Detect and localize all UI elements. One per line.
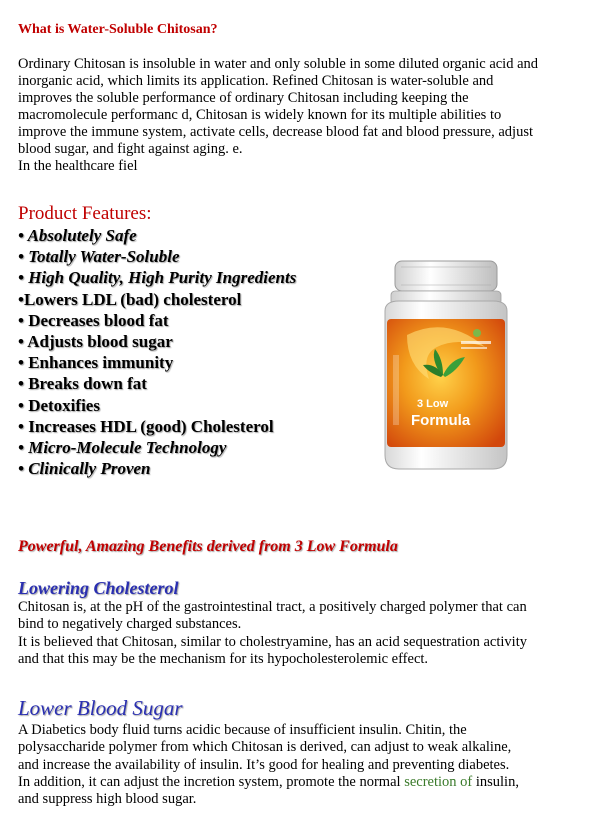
blood-sugar-line4-a: In addition, it can adjust the incretion system, promote the normal [18, 773, 405, 790]
features-list [18, 225, 296, 479]
cholesterol-line: bind to negatively charged substances. [18, 616, 242, 633]
feature-item: • Clinically Proven [18, 459, 151, 479]
intro-line: improve the immune system, activate cells, decrease blood fat and blood pressure, adjust [18, 124, 533, 140]
feature-item: • Enhances immunity [18, 353, 174, 373]
blood-sugar-line4-c: insulin, [472, 773, 519, 790]
cholesterol-line: and that this may be the mechanism for its hypocholesterolemic effect. [18, 650, 429, 667]
intro-line: macromolecule performanc d, Chitosan is widely known for its multiple abilities to [18, 107, 502, 123]
feature-item: • High Quality, High Purity Ingredients [18, 268, 297, 288]
feature-item: • Absolutely Safe [18, 226, 137, 245]
blood-sugar-line: and suppress high blood sugar. [18, 791, 197, 808]
bottle-label-line1: 3 Low [417, 398, 449, 410]
bottle-label-line2: Formula [411, 412, 471, 429]
lowering-cholesterol-title: Lowering Cholesterol [18, 578, 179, 598]
feature-item: • Decreases blood fat [18, 310, 169, 330]
blood-sugar-line: and increase the availability of insulin. It’s good for healing and preventing diabetes. [18, 756, 510, 773]
blood-sugar-line [18, 774, 590, 791]
blood-sugar-line: polysaccharide polymer from which Chitosan is derived, can adjust to weak alkaline, [18, 739, 512, 756]
feature-item: • Breaks down fat [18, 374, 147, 394]
product-features-title: Product Features: [18, 203, 152, 224]
benefits-heading: Powerful, Amazing Benefits derived from 3 Low Formula [18, 538, 398, 555]
intro-line: improves the soluble performance of ordinary Chitosan including keeping the [18, 90, 469, 106]
feature-item: • Detoxifies [18, 395, 100, 415]
cholesterol-line: Chitosan is, at the pH of the gastrointestinal tract, a positively charged polymer that can [18, 599, 527, 615]
lower-blood-sugar-title: Lower Blood Sugar [18, 696, 183, 720]
what-is-heading: What is Water-Soluble Chitosan? [18, 22, 218, 37]
cholesterol-line: It is believed that Chitosan, similar to cholestryamine, has an acid sequestration activity [18, 633, 527, 650]
feature-item: •Lowers LDL (bad) cholesterol [18, 289, 242, 309]
feature-item: • Adjusts blood sugar [18, 332, 173, 352]
intro-paragraph [18, 56, 590, 175]
lower-blood-sugar-body [18, 722, 590, 808]
feature-item: • Totally Water-Soluble [18, 247, 180, 267]
product-bottle-image [377, 255, 515, 475]
intro-line: inorganic acid, which limits its application. Refined Chitosan is water-soluble and [18, 73, 494, 89]
feature-item: • Micro-Molecule Technology [18, 438, 227, 458]
intro-line: In the healthcare fiel [18, 158, 138, 174]
intro-line: blood sugar, and fight against aging. e. [18, 141, 243, 157]
blood-sugar-line: A Diabetics body fluid turns acidic because of insufficient insulin. Chitin, the [18, 722, 467, 738]
lowering-cholesterol-body [18, 599, 590, 668]
secretion-link[interactable]: secretion of [404, 773, 473, 790]
feature-item: • Increases HDL (good) Cholesterol [18, 416, 274, 436]
intro-line: Ordinary Chitosan is insoluble in water and only soluble in some diluted organic acid and [18, 56, 539, 72]
